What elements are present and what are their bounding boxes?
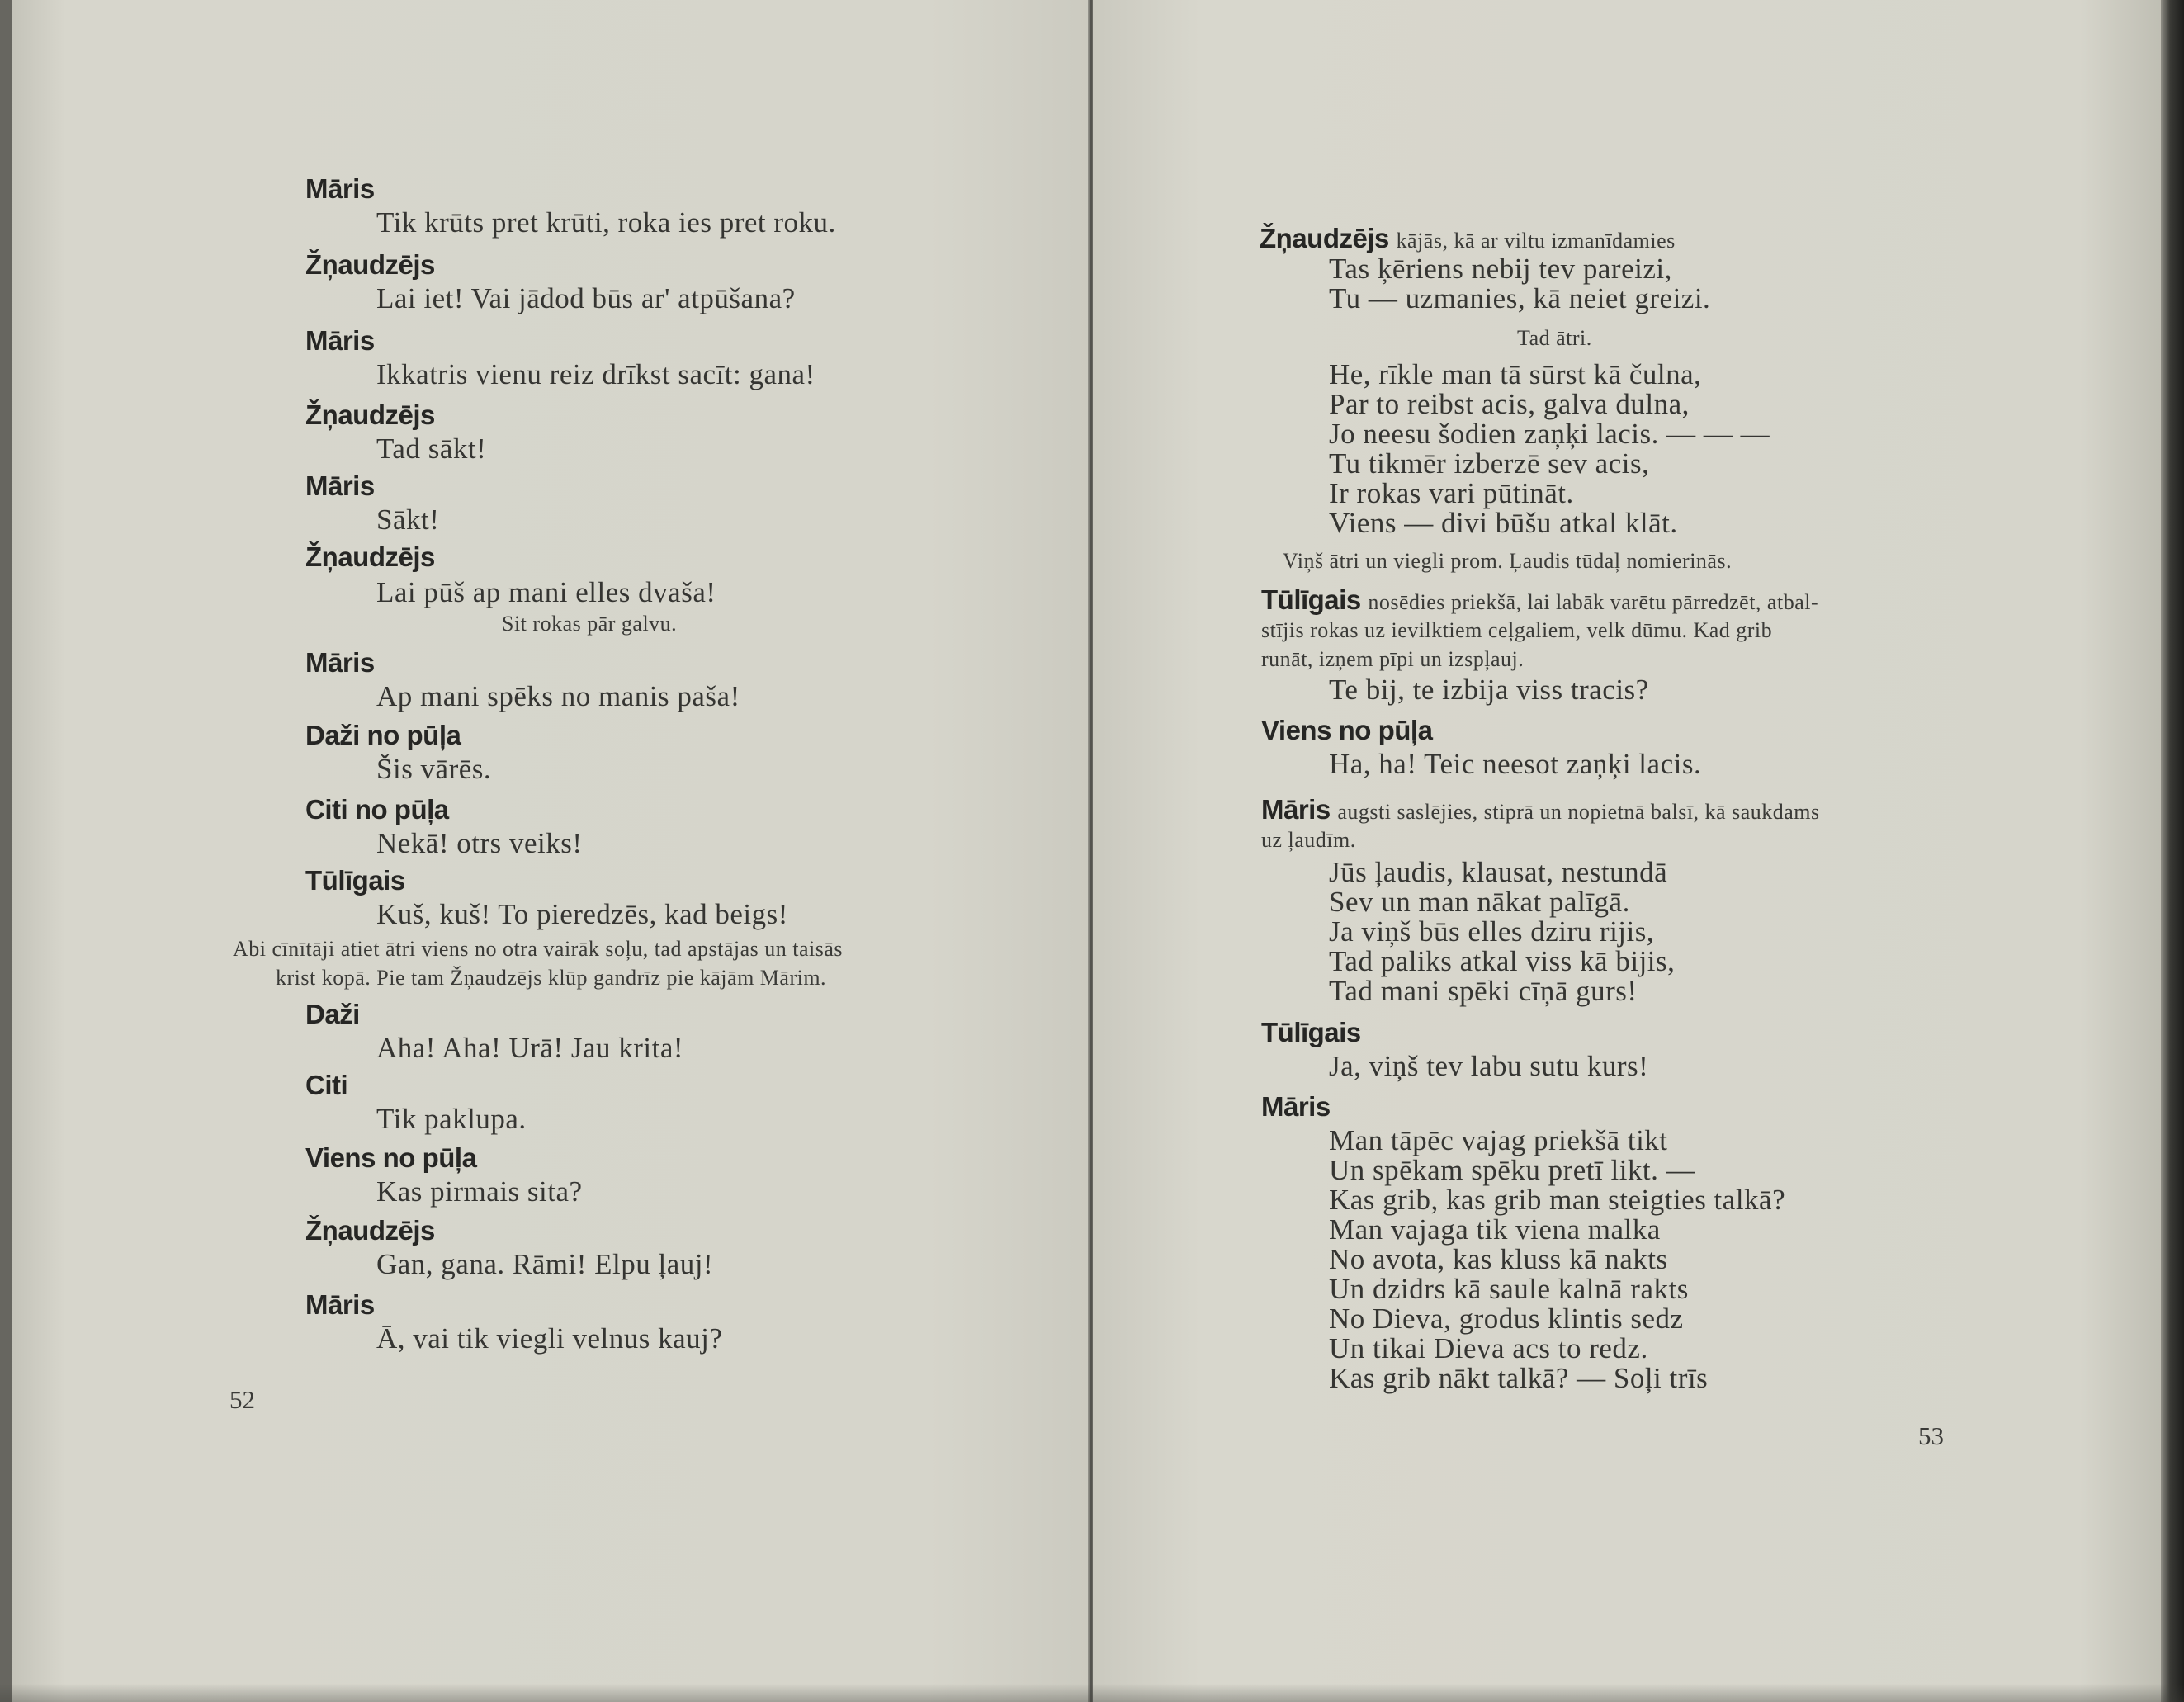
speaker-name: Viens no pūļa bbox=[1261, 715, 1433, 745]
speech-block bbox=[305, 1142, 583, 1207]
verse-line: Viens — divi būšu atkal klāt. bbox=[1329, 507, 1678, 539]
speech-block bbox=[305, 720, 491, 784]
speaker-name: Māris bbox=[1261, 1091, 1331, 1122]
bottom-shadow bbox=[0, 1684, 2184, 1702]
verse-line: Ikkatris vienu reiz drīkst sacīt: gana! bbox=[376, 358, 815, 390]
speaker-label: Māris bbox=[1261, 794, 1331, 825]
speaker-name: Citi no pūļa bbox=[305, 794, 449, 825]
verse-line: Te bij, te izbija viss tracis? bbox=[1329, 674, 1649, 706]
stage-direction bbox=[233, 934, 843, 992]
verse-line: Kas grib nākt talkā? — Soļi trīs bbox=[1329, 1362, 1709, 1394]
speech-block bbox=[305, 1070, 527, 1134]
verse-line: Šis vārēs. bbox=[376, 753, 492, 785]
right-page bbox=[1093, 0, 2166, 1702]
speech-block bbox=[305, 541, 716, 638]
speaker-name bbox=[1260, 223, 1710, 254]
speaker-name: Māris bbox=[305, 647, 375, 678]
verse-line: Ap mani spēks no manis paša! bbox=[376, 680, 740, 712]
speech-block bbox=[305, 325, 815, 390]
speech-block bbox=[305, 173, 836, 238]
stage-direction-line: stījis rokas uz ievilktiem ceļgaliem, velk dūmu. Kad grib bbox=[1261, 618, 1773, 642]
speaker-name: Žņaudzējs bbox=[305, 1215, 435, 1246]
verse-line: Ir rokas vari pūtināt. bbox=[1329, 477, 1574, 509]
verse-line: Tik krūts pret krūti, roka ies pret roku. bbox=[376, 206, 836, 239]
verse-line: Kas grib, kas grib man steigties talkā? bbox=[1329, 1184, 1786, 1216]
verse-line: Gan, gana. Rāmi! Elpu ļauj! bbox=[376, 1248, 714, 1280]
speaker-name bbox=[1261, 794, 1820, 825]
speaker-name: Tūlīgais bbox=[1261, 1017, 1361, 1047]
verse-line: Kas pirmais sita? bbox=[376, 1175, 583, 1208]
verse-line: Tu — uzmanies, kā neiet greizi. bbox=[1329, 282, 1711, 314]
speaker-label: Tūlīgais bbox=[1261, 584, 1361, 615]
inline-direction: kājās, kā ar viltu izmanīdamies bbox=[1396, 229, 1676, 253]
speaker-name: Žņaudzējs bbox=[305, 541, 435, 572]
speaker-name: Citi bbox=[305, 1070, 348, 1100]
speech-block bbox=[305, 999, 683, 1063]
stage-direction: Viņš ātri un viegli prom. Ļaudis tūdaļ nomierinās. bbox=[1283, 549, 1733, 573]
speech-block bbox=[1261, 1017, 1648, 1081]
speech-block bbox=[305, 865, 788, 929]
speech-block bbox=[305, 794, 583, 858]
verse-line: Ha, ha! Teic neesot zaņķi lacis. bbox=[1329, 748, 1702, 780]
speech-block bbox=[305, 249, 796, 314]
verse-line: Un spēkam spēku pretī likt. — bbox=[1329, 1154, 1696, 1186]
speech-block bbox=[1261, 715, 1701, 779]
verse-line: Tad mani spēki cīņā gurs! bbox=[1329, 975, 1638, 1007]
verse-line: Ā, vai tik viegli velnus kauj? bbox=[376, 1322, 723, 1355]
stage-direction-line: krist kopā. Pie tam Žņaudzējs klūp gandrīz pie kājām Mārim. bbox=[276, 966, 827, 990]
verse-line: Tad paliks atkal viss kā bijis, bbox=[1329, 945, 1676, 977]
verse-line: He, rīkle man tā sūrst kā čulna, bbox=[1329, 358, 1702, 390]
verse-line: Man tāpēc vajag priekšā tikt bbox=[1329, 1124, 1668, 1156]
speaker-name: Māris bbox=[305, 325, 375, 356]
verse-line: Un dzidrs kā saule kalnā rakts bbox=[1329, 1273, 1689, 1305]
page-number: 53 bbox=[1918, 1421, 1944, 1450]
verse-line: Tad sākt! bbox=[376, 433, 487, 465]
speaker-name: Daži no pūļa bbox=[305, 720, 461, 750]
speech-block bbox=[1261, 584, 1818, 705]
stage-direction-line: Abi cīnītāji atiet ātri viens no otra vairāk soļu, tad apstājas un taisās bbox=[233, 937, 844, 961]
left-page bbox=[0, 0, 1091, 1702]
verse-line: Ja viņš būs elles dziru rijis, bbox=[1329, 915, 1655, 948]
verse-line: Sev un man nākat palīgā. bbox=[1329, 886, 1630, 918]
speaker-name: Viens no pūļa bbox=[305, 1142, 477, 1173]
speech-block bbox=[305, 1215, 713, 1279]
speaker-name: Māris bbox=[305, 173, 375, 204]
verse-line: Aha! Aha! Urā! Jau krita! bbox=[376, 1032, 684, 1064]
speech-block bbox=[305, 399, 486, 464]
speech-block bbox=[1261, 1091, 1785, 1393]
speaker-name bbox=[1261, 584, 1818, 616]
stage-direction-line: uz ļaudīm. bbox=[1261, 828, 1356, 852]
verse-line: Lai iet! Vai jādod būs ar' atpūšana? bbox=[376, 282, 796, 314]
verse-line: No Dieva, grodus klintis sedz bbox=[1329, 1303, 1684, 1335]
verse-line: Kuš, kuš! To pieredzēs, kad beigs! bbox=[376, 898, 788, 930]
speaker-name: Māris bbox=[305, 1289, 375, 1320]
speaker-name: Daži bbox=[305, 999, 360, 1029]
speaker-name: Tūlīgais bbox=[305, 865, 405, 896]
verse-stanza bbox=[1329, 360, 1770, 538]
stage-direction-line: runāt, izņem pīpi un izspļauj. bbox=[1261, 647, 1525, 671]
verse-line: Jo neesu šodien zaņķi lacis. — — — bbox=[1329, 418, 1770, 450]
verse-line: Lai pūš ap mani elles dvaša! bbox=[376, 576, 716, 608]
speaker-name: Žņaudzējs bbox=[305, 399, 435, 430]
verse-line: No avota, kas kluss kā nakts bbox=[1329, 1243, 1668, 1275]
speaker-name: Žņaudzējs bbox=[305, 249, 435, 280]
inline-direction: augsti saslējies, stiprā un nopietnā balsī, kā saukdams bbox=[1337, 800, 1820, 824]
verse-line: Tas ķēriens nebij tev pareizi, bbox=[1329, 253, 1672, 285]
verse-line: Sākt! bbox=[376, 504, 440, 536]
verse-line: Man vajaga tik viena malka bbox=[1329, 1213, 1661, 1246]
speaker-name: Māris bbox=[305, 470, 375, 501]
speech-block bbox=[305, 470, 439, 535]
verse-line: Tik paklupa. bbox=[376, 1103, 527, 1135]
stage-direction: Tad ātri. bbox=[1517, 326, 1592, 350]
speech-block bbox=[1261, 794, 1820, 1006]
verse-line: Par to reibst acis, galva dulna, bbox=[1329, 388, 1690, 420]
verse-line: Tu tikmēr izberzē sev acis, bbox=[1329, 447, 1650, 480]
stage-direction: Sit rokas pār galvu. bbox=[502, 612, 678, 636]
verse-line: Jūs ļaudis, klausat, nestundā bbox=[1329, 856, 1668, 888]
page-number: 52 bbox=[229, 1385, 255, 1414]
inline-direction: nosēdies priekšā, lai labāk varētu pārredzēt, atbal- bbox=[1368, 590, 1819, 614]
verse-line: Nekā! otrs veiks! bbox=[376, 827, 583, 859]
speech-block bbox=[1260, 223, 1710, 314]
verse-line: Un tikai Dieva acs to redz. bbox=[1329, 1332, 1648, 1364]
speech-block bbox=[305, 647, 740, 712]
speaker-label: Žņaudzējs bbox=[1260, 223, 1389, 253]
verse-line: Ja, viņš tev labu sutu kurs! bbox=[1329, 1050, 1649, 1082]
page-edge-shadow bbox=[2161, 0, 2184, 1702]
speech-block bbox=[305, 1289, 722, 1354]
